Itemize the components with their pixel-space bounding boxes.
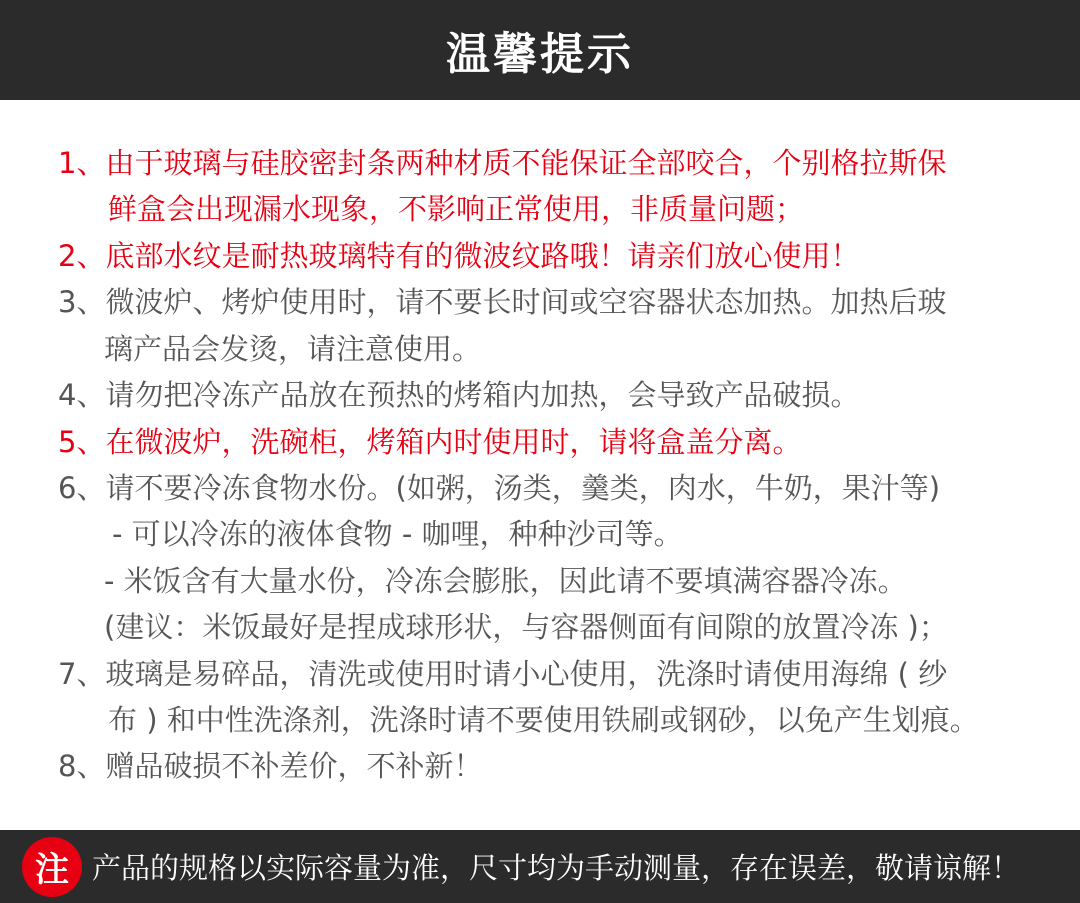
tip-line: - 米饭含有大量水份，冷冻会膨胀，因此请不要填满容器冷冻。 [104,564,907,598]
footer-bar [0,830,1080,903]
tip-line: 7、玻璃是易碎品，清洗或使用时请小心使用，洗涤时请使用海绵 ( 纱 [58,657,948,691]
tip-line: 璃产品会发烫，请注意使用。 [104,332,482,366]
tip-line: 3、微波炉、烤炉使用时，请不要长时间或空容器状态加热。加热后玻 [58,285,947,319]
tip-line: - 可以冷冻的液体食物 - 咖哩，种种沙司等。 [112,517,683,551]
page-title: 温馨提示 [446,29,634,80]
tip-line: 8、赠品破损不补差价，不补新！ [58,749,483,783]
tip-line: 1、由于玻璃与硅胶密封条两种材质不能保证全部咬合，个别格拉斯保 [58,146,947,180]
tip-line: 布 ) 和中性洗涤剂，洗涤时请不要使用铁刷或钢砂，以免产生划痕。 [108,703,979,737]
tip-line: 鲜盒会出现漏水现象，不影响正常使用，非质量问题； [108,192,805,226]
tip-line: 6、请不要冷冻食物水份。(如粥，汤类，羹类，肉水，牛奶，果汁等) [58,471,941,505]
header-bar [0,0,1080,100]
tip-line: (建议：米饭最好是捏成球形状，与容器侧面有间隙的放置冷冻 )； [104,610,948,644]
tip-line: 4、请勿把冷冻产品放在预热的烤箱内加热，会导致产品破损。 [58,378,860,412]
tip-line: 2、底部水纹是耐热玻璃特有的微波纹路哦！请亲们放心使用！ [58,239,860,273]
footer-note: 产品的规格以实际容量为准，尺寸均为手动测量，存在误差，敬请谅解！ [92,851,1021,885]
notice-badge: 注 [22,837,82,897]
tip-line: 5、在微波炉，洗碗柜，烤箱内时使用时，请将盒盖分离。 [58,425,802,459]
